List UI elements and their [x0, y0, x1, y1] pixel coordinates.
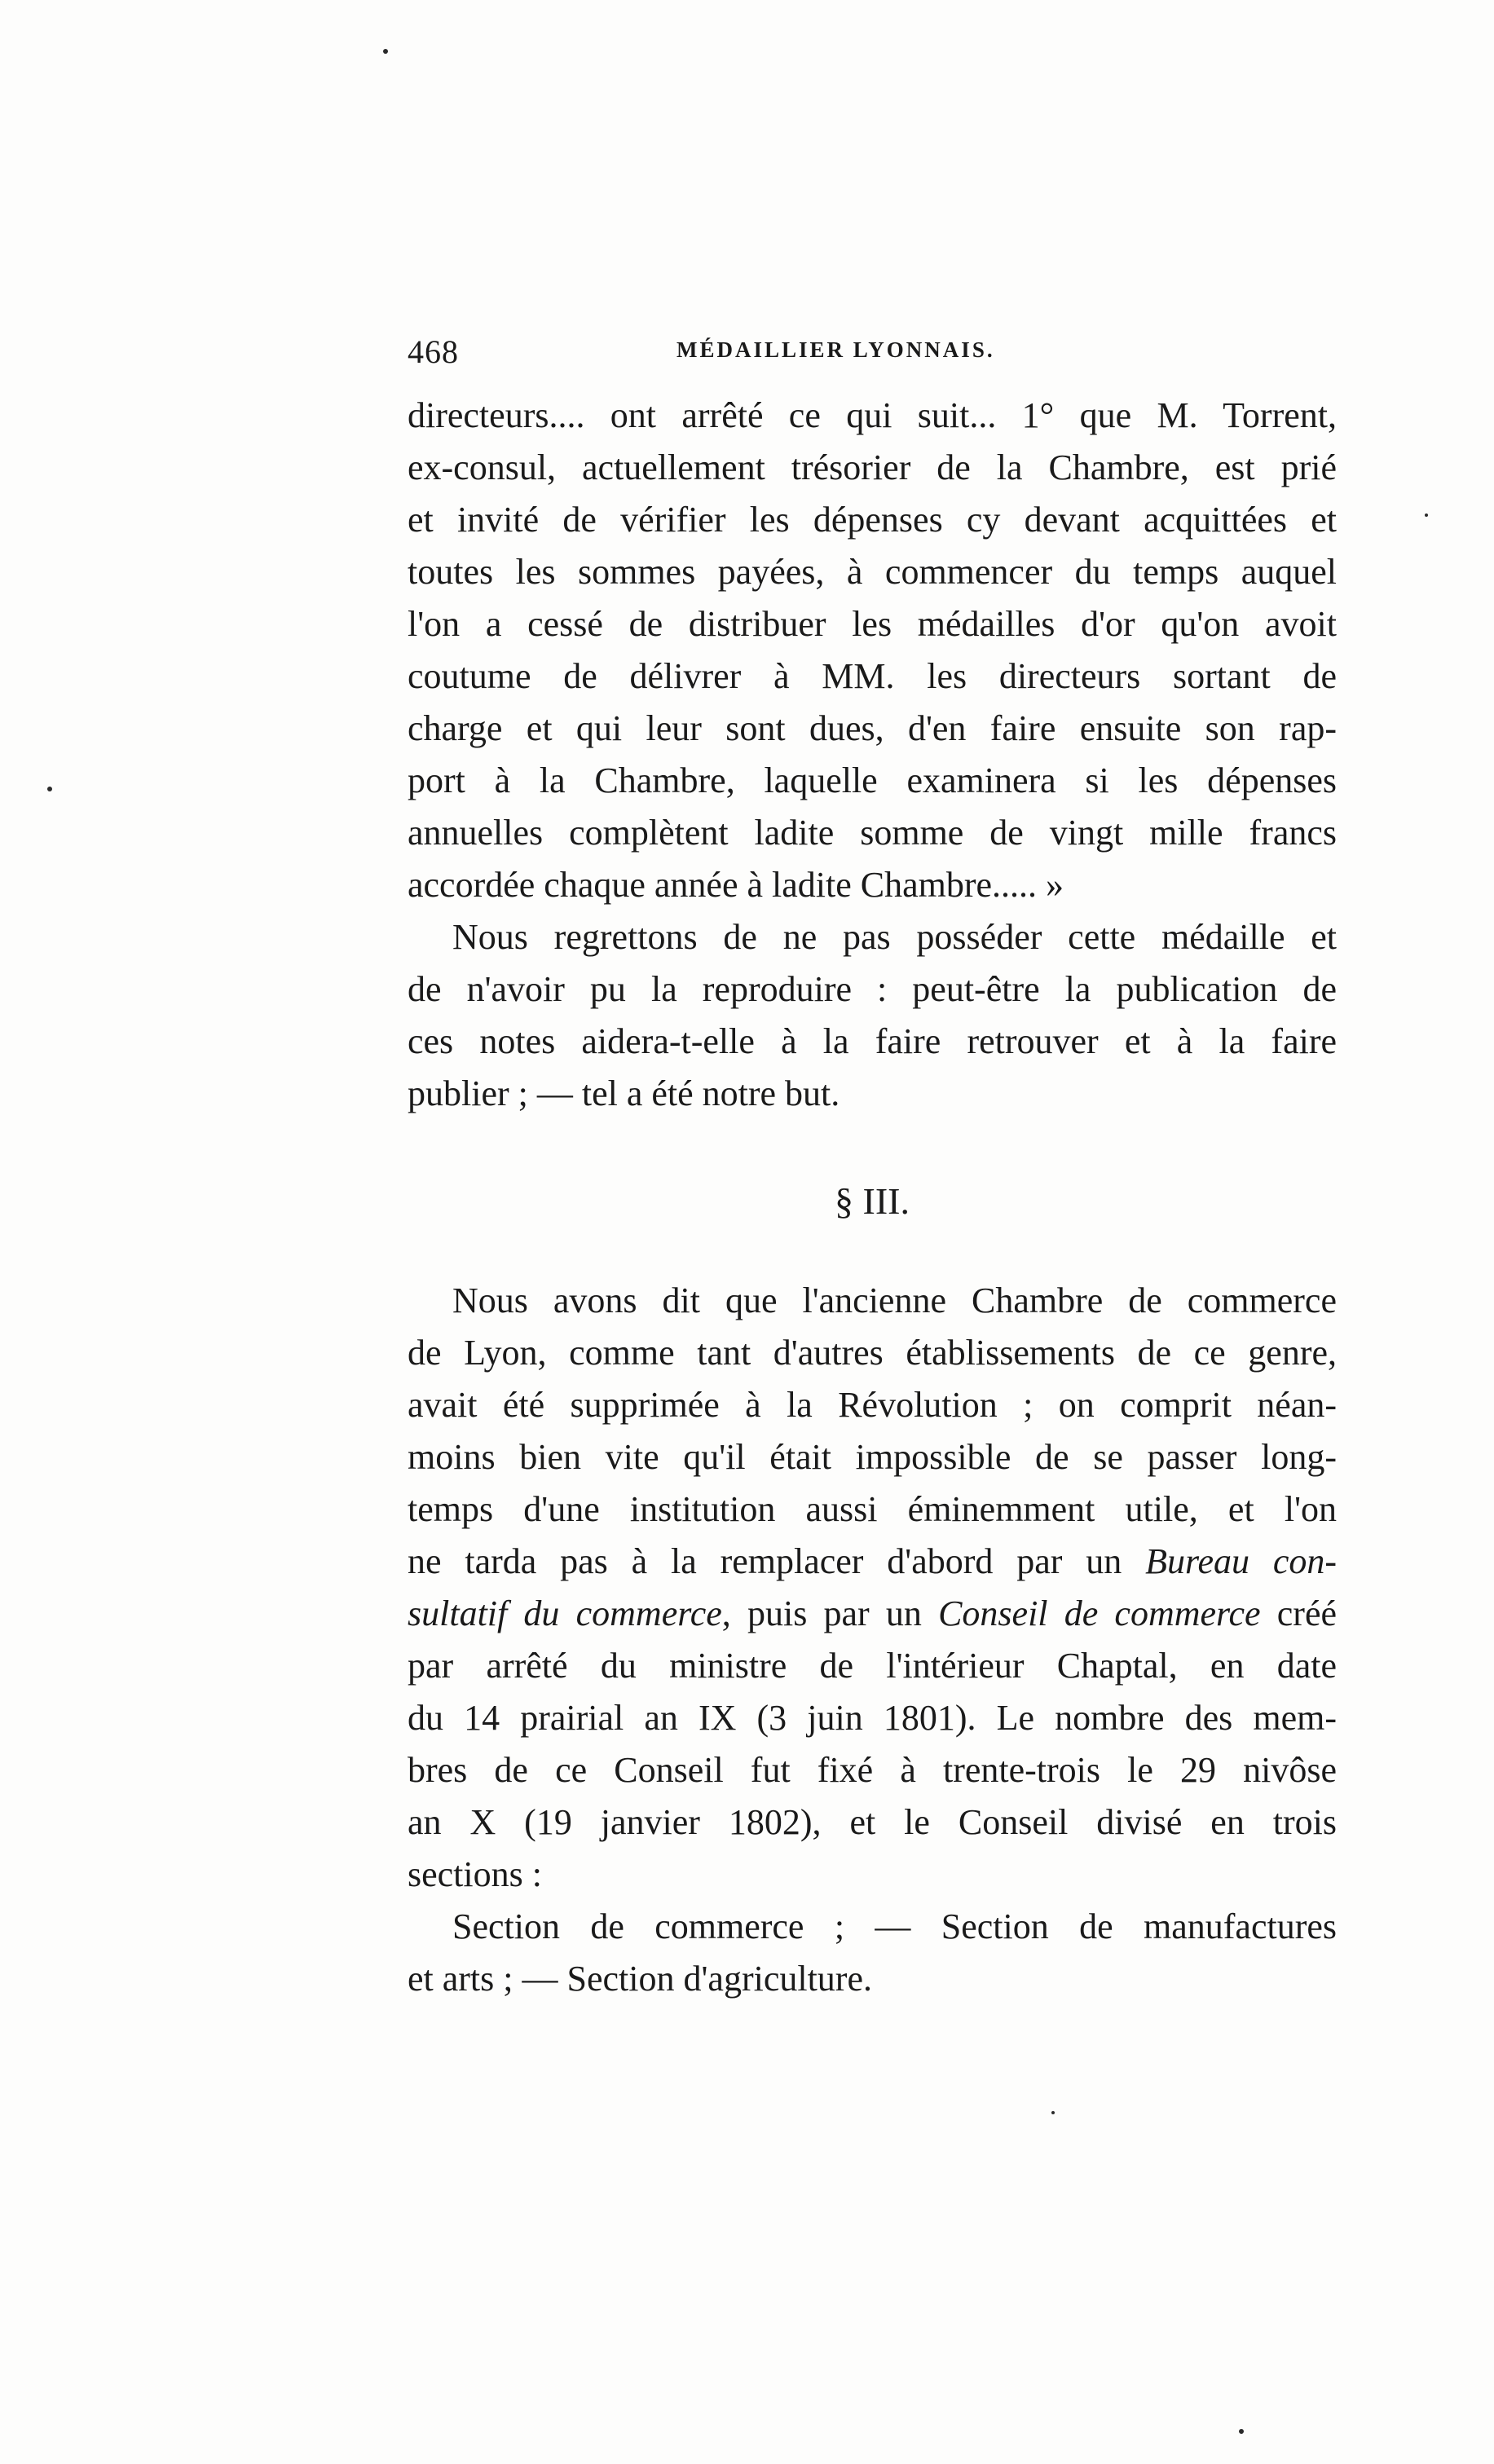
- text-line: de Lyon, comme tant d'autres établissements de ce genre,: [408, 1333, 1337, 1373]
- text-line: publier ; — tel a été notre but.: [408, 1073, 840, 1113]
- text-line: ces notes aidera-t-elle à la faire retrouver et à la faire: [408, 1021, 1337, 1061]
- text-line: par arrêté du ministre de l'intérieur Chaptal, en date: [408, 1646, 1337, 1686]
- text-line: toutes les sommes payées, à commencer du temps auquel: [408, 552, 1337, 592]
- text-line: de n'avoir pu la reproduire : peut-être la publication de: [408, 969, 1337, 1009]
- text-line: du 14 prairial an IX (3 juin 1801). Le nombre des mem-: [408, 1698, 1337, 1738]
- text-line: moins bien vite qu'il était impossible de se passer long-: [408, 1437, 1337, 1477]
- text-line: port à la Chambre, laquelle examinera si les dépenses: [408, 760, 1337, 800]
- text-run: ne tarda pas à la remplacer d'abord par un: [408, 1541, 1146, 1581]
- running-header: [408, 333, 1337, 381]
- text-line: annuelles complètent ladite somme de vingt mille francs: [408, 813, 1337, 853]
- body-text: [408, 390, 1337, 2005]
- text-line: an X (19 janvier 1802), et le Conseil divisé en trois: [408, 1802, 1337, 1842]
- text-line: l'on a cessé de distribuer les médailles d'or qu'on avoit: [408, 604, 1337, 644]
- scan-speck: [1425, 514, 1428, 517]
- paragraph-regret: [408, 911, 1337, 1120]
- italic-run: Bureau con-: [1145, 1541, 1338, 1581]
- text-run: créé: [1260, 1593, 1338, 1633]
- text-line: charge et qui leur sont dues, d'en faire ensuite son rap-: [408, 708, 1337, 748]
- text-line: [408, 1588, 1337, 1640]
- text-line: accordée chaque année à ladite Chambre..... »: [408, 865, 1064, 905]
- text-line: directeurs.... ont arrêté ce qui suit... 1° que M. Torrent,: [408, 395, 1337, 435]
- italic-run: Conseil de commerce: [938, 1593, 1261, 1633]
- section-heading: § III.: [835, 1180, 910, 1222]
- scan-speck: [383, 49, 388, 54]
- italic-run: sultatif du commerce: [408, 1593, 722, 1633]
- text-line: et invité de vérifier les dépenses cy devant acquittées et: [408, 500, 1337, 540]
- page-number: 468: [408, 333, 459, 370]
- text-line: Nous avons dit que l'ancienne Chambre de commerce: [452, 1280, 1337, 1320]
- text-line: et arts ; — Section d'agriculture.: [408, 1959, 872, 1999]
- text-run: , puis par un: [721, 1593, 939, 1633]
- paragraph-quote-continuation: [408, 390, 1337, 911]
- text-line: [408, 1536, 1337, 1588]
- text-line: sections :: [408, 1854, 542, 1894]
- paragraph-chambre-history: [408, 1275, 1337, 1901]
- text-line: coutume de délivrer à MM. les directeurs sortant de: [408, 656, 1337, 696]
- running-title: MÉDAILLIER LYONNAIS.: [676, 337, 995, 362]
- text-line: Section de commerce ; — Section de manufactures: [452, 1906, 1337, 1946]
- scan-speck: [47, 787, 52, 791]
- scan-speck: [1051, 2111, 1055, 2114]
- text-line: Nous regrettons de ne pas posséder cette médaille et: [452, 917, 1337, 957]
- paragraph-sections-list: [408, 1901, 1337, 2005]
- scan-speck: [1239, 2429, 1244, 2434]
- text-line: bres de ce Conseil fut fixé à trente-trois le 29 nivôse: [408, 1750, 1337, 1790]
- text-line: temps d'une institution aussi éminemment utile, et l'on: [408, 1489, 1337, 1529]
- text-line: ex-consul, actuellement trésorier de la Chambre, est prié: [408, 447, 1337, 487]
- text-line: avait été supprimée à la Révolution ; on comprit néan-: [408, 1385, 1337, 1425]
